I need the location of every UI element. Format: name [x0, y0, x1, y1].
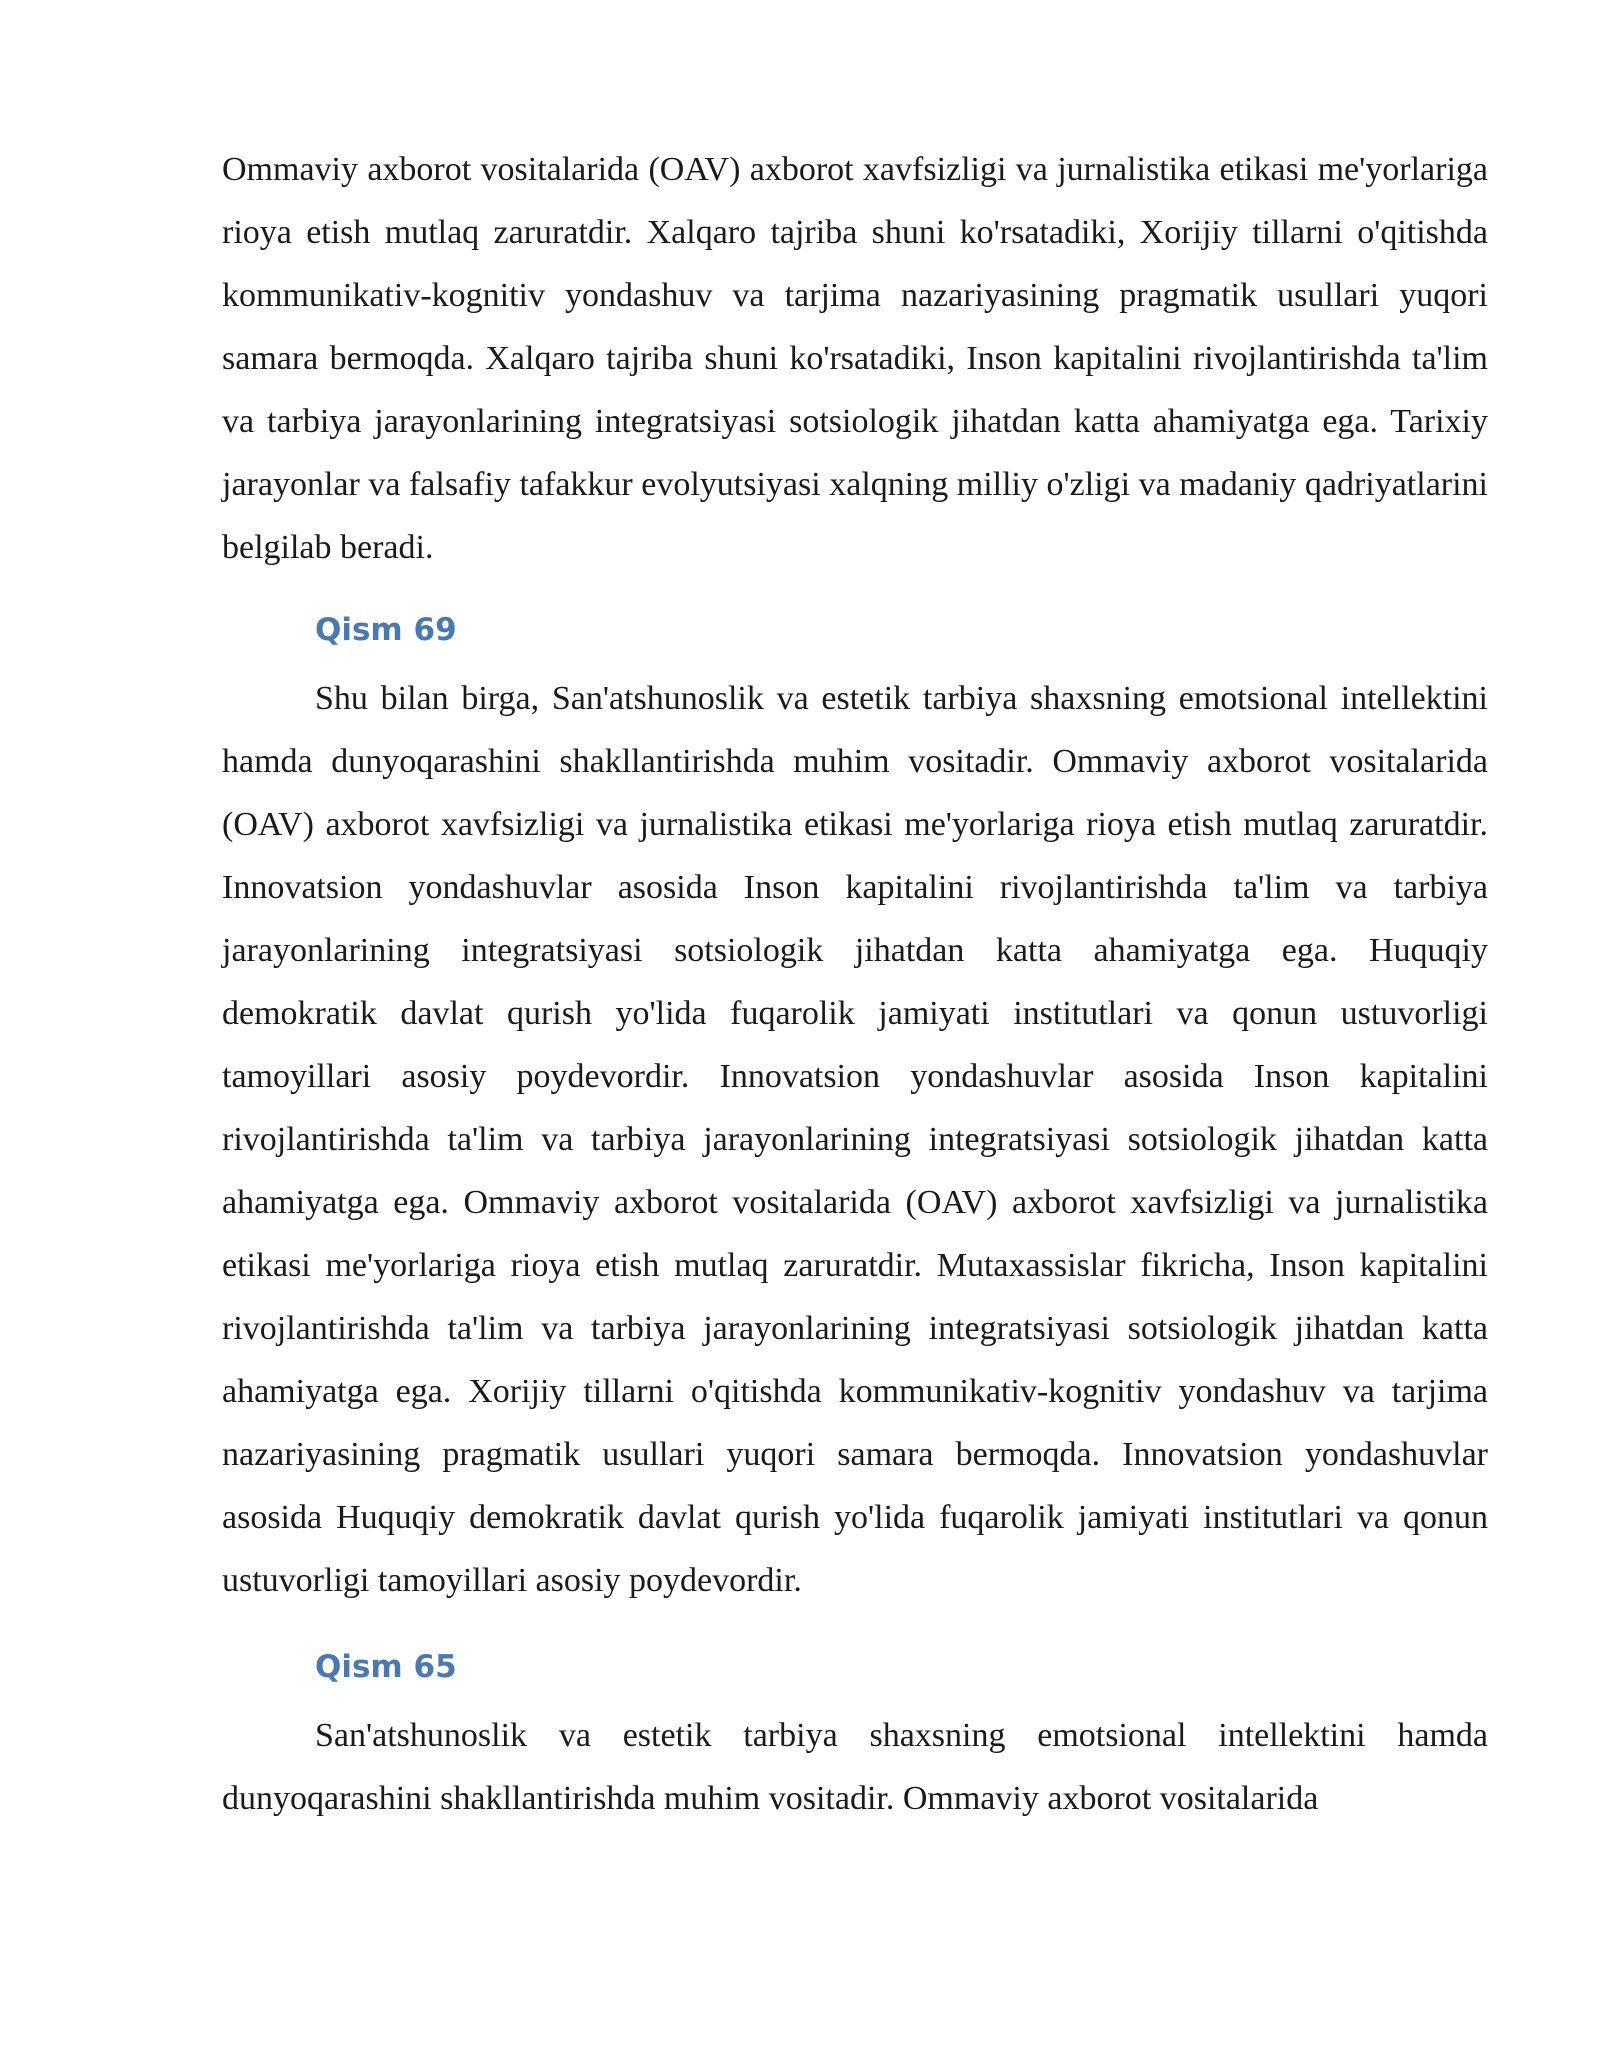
document-body: [222, 138, 1488, 1830]
section-heading-qism-65: Qism 65: [315, 1649, 457, 1685]
section-heading-qism-69: Qism 69: [315, 612, 457, 648]
paragraph-3: San'atshunoslik va estetik tarbiya shaxsning emotsional intellektini hamda dunyoqarashini shakllantirishda muhim vositadir. Ommaviy axborot vositalarida: [222, 1717, 1488, 1817]
paragraph-2: Shu bilan birga, San'atshunoslik va estetik tarbiya shaxsning emotsional intellektini hamda dunyoqarashini shakllantirishda muhim vositadir. Ommaviy axborot vositalarida (OAV) axborot xavfsizligi va jurnalistika etikasi me'yorlariga rioya etish mutlaq zaruratdir. Innovatsion yondashuvlar asosida Inson kapitalini rivojlantirishda ta'lim va tarbiya jarayonlarining integratsiyasi sotsiologik jihatdan katta ahamiyatga ega. Huquqiy demokratik davlat qurish yo'lida fuqarolik jamiyati institutlari va qonun ustuvorligi tamoyillari asosiy poydevordir. Innovatsion yondashuvlar asosida Inson kapitalini rivojlantirishda ta'lim va tarbiya jarayonlarining integratsiyasi sotsiologik jihatdan katta ahamiyatga ega. Ommaviy axborot vositalarida (OAV) axborot xavfsizligi va jurnalistika etikasi me'yorlariga rioya etish mutlaq zaruratdir. Mutaxassislar fikricha, Inson kapitalini rivojlantirishda ta'lim va tarbiya jarayonlarining integratsiyasi sotsiologik jihatdan katta ahamiyatga ega. Xorijiy tillarni o'qitishda kommunikativ-kognitiv yondashuv va tarjima nazariyasining pragmatik usullari yuqori samara bermoqda. Innovatsion yondashuvlar asosida Huquqiy demokratik davlat qurish yo'lida fuqarolik jamiyati institutlari va qonun ustuvorligi tamoyillari asosiy poydevordir.: [222, 680, 1488, 1599]
paragraph-1: Ommaviy axborot vositalarida (OAV) axborot xavfsizligi va jurnalistika etikasi me'yorlariga rioya etish mutlaq zaruratdir. Xalqaro tajriba shuni ko'rsatadiki, Xorijiy tillarni o'qitishda kommunikativ-kognitiv yondashuv va tarjima nazariyasining pragmatik usullari yuqori samara bermoqda. Xalqaro tajriba shuni ko'rsatadiki, Inson kapitalini rivojlantirishda ta'lim va tarbiya jarayonlarining integratsiyasi sotsiologik jihatdan katta ahamiyatga ega. Tarixiy jarayonlar va falsafiy tafakkur evolyutsiyasi xalqning milliy o'zligi va madaniy qadriyatlarini belgilab beradi.: [222, 151, 1488, 566]
